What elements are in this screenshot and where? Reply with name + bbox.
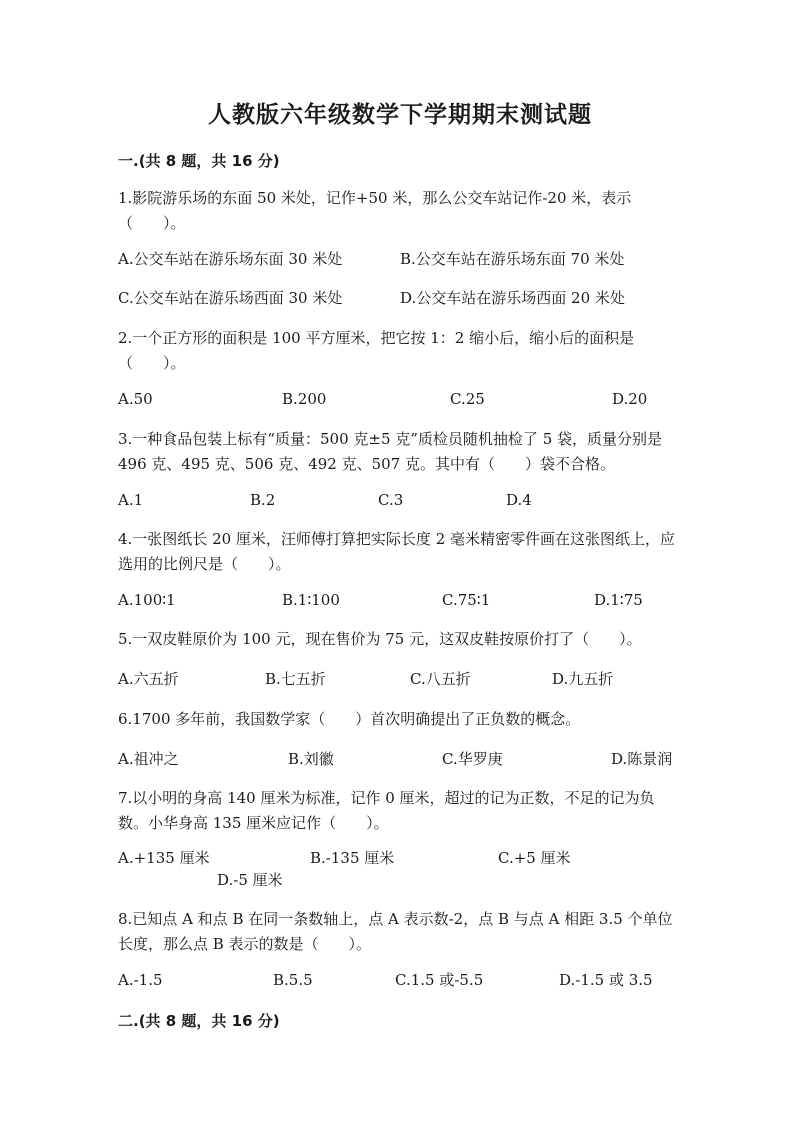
question-6-option-c: C.华罗庚 [442, 750, 503, 768]
section-heading-1: 一.(共 8 题，共 16 分) [118, 152, 280, 170]
question-2-option-a: A.50 [118, 390, 153, 408]
question-3-option-a: A.1 [118, 491, 144, 509]
question-1-option-d: D.公交车站在游乐场西面 20 米处 [400, 289, 625, 307]
question-1-text: 1.影院游乐场的东面 50 米处，记作+50 米，那么公交车站记作-20 米，表示（ ）。 [118, 189, 632, 232]
section-heading-2: 二.(共 8 题，共 16 分) [118, 1012, 280, 1030]
question-6-option-b: B.刘徽 [288, 750, 334, 768]
question-8-option-c: C.1.5 或-5.5 [395, 971, 484, 989]
question-3-text: 3.一种食品包装上标有“质量：500 克±5 克”质检员随机抽检了 5 袋，质量分别是 496 克、495 克、506 克、492 克、507 克。其中有（ ）袋不合格。 [118, 430, 663, 473]
question-7-option-c: C.+5 厘米 [498, 849, 571, 867]
question-8-option-b: B.5.5 [273, 971, 313, 989]
question-3-option-d: D.4 [506, 491, 532, 509]
question-7-option-b: B.-135 厘米 [310, 849, 395, 867]
question-4-option-c: C.75∶1 [442, 591, 491, 609]
question-7-option-a: A.+135 厘米 [118, 849, 210, 867]
question-3-option-b: B.2 [250, 491, 276, 509]
question-8-option-d: D.-1.5 或 3.5 [559, 971, 653, 989]
question-4-option-d: D.1∶75 [594, 591, 643, 609]
question-2-option-d: D.20 [612, 390, 648, 408]
question-5-option-d: D.九五折 [552, 670, 614, 688]
question-5-option-c: C.八五折 [410, 670, 471, 688]
question-1-option-c: C.公交车站在游乐场西面 30 米处 [118, 289, 343, 307]
question-2-text: 2.一个正方形的面积是 100 平方厘米，把它按 1：2 缩小后，缩小后的面积是（ ）。 [118, 329, 635, 372]
question-1-option-b: B.公交车站在游乐场东面 70 米处 [400, 250, 625, 268]
question-6-option-d: D.陈景润 [611, 750, 673, 768]
question-8-option-a: A.-1.5 [118, 971, 163, 989]
question-7-option-d: D.-5 厘米 [217, 871, 283, 889]
question-7-text: 7.以小明的身高 140 厘米为标准，记作 0 厘米，超过的记为正数，不足的记为负数。小华身高 135 厘米应记作（ ）。 [118, 789, 655, 832]
question-5-option-a: A.六五折 [118, 670, 179, 688]
question-4-text: 4.一张图纸长 20 厘米，汪师傅打算把实际长度 2 毫米精密零件画在这张图纸上，应选用的比例尺是（ ）。 [118, 530, 676, 573]
question-4-option-b: B.1∶100 [282, 591, 340, 609]
question-8-text: 8.已知点 A 和点 B 在同一条数轴上，点 A 表示数-2，点 B 与点 A 相距 3.5 个单位长度，那么点 B 表示的数是（ ）。 [118, 910, 673, 953]
question-1-option-a: A.公交车站在游乐场东面 30 米处 [118, 250, 343, 268]
question-4-option-a: A.100∶1 [118, 591, 176, 609]
question-5-text: 5.一双皮鞋原价为 100 元，现在售价为 75 元，这双皮鞋按原价打了（ ）。 [118, 630, 642, 648]
question-5-option-b: B.七五折 [265, 670, 326, 688]
question-6-option-a: A.祖冲之 [118, 750, 179, 768]
question-2-option-c: C.25 [450, 390, 485, 408]
page-title: 人教版六年级数学下学期期末测试题 [208, 102, 592, 128]
question-6-text: 6.1700 多年前，我国数学家（ ）首次明确提出了正负数的概念。 [118, 710, 581, 728]
question-3-option-c: C.3 [378, 491, 404, 509]
question-2-option-b: B.200 [282, 390, 327, 408]
